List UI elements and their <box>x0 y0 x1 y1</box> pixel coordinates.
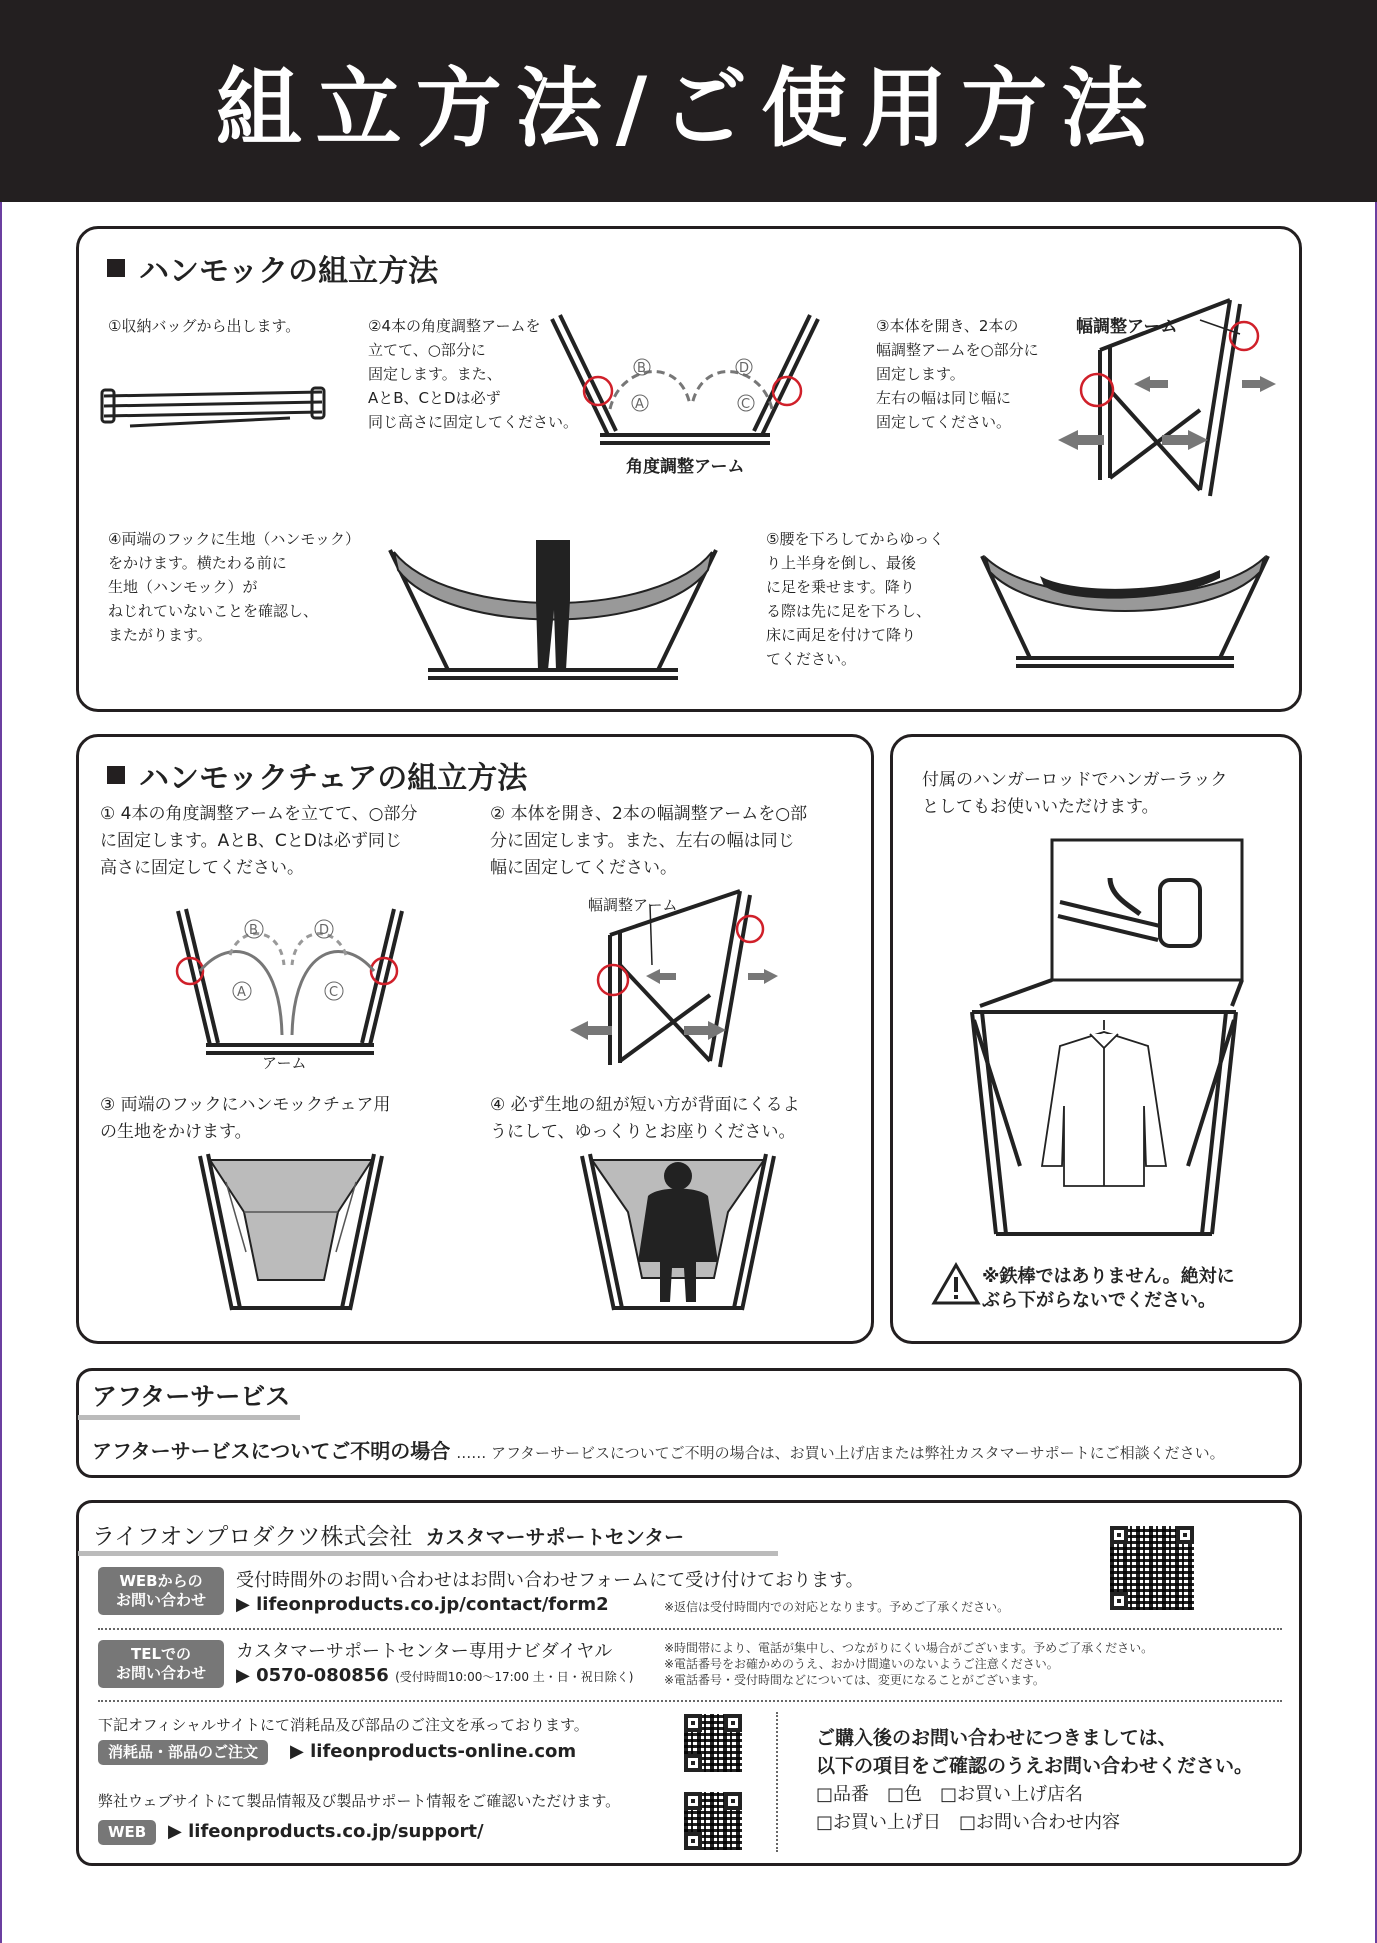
hanger-rack-text: 付属のハンガーロッドでハンガーラック としてもお使いいただけます。 <box>922 770 1228 817</box>
tel-hours: (受付時間10:00〜17:00 土・日・祝日除く) <box>395 1670 634 1684</box>
hammock-step4-text: ④両端のフックに生地（ハンモック） をかけます。横たわる前に 生地（ハンモック）が ねじれていないことを確認し、 またがります。 <box>108 530 360 644</box>
hammock-step1-text: ①収納バッグから出します。 <box>108 317 301 335</box>
angle-arm-diagram <box>540 305 830 455</box>
svg-text:D: D <box>319 923 330 938</box>
chair-sitting-illustration <box>578 1152 778 1317</box>
contact-form-link[interactable]: ▶ lifeonproducts.co.jp/contact/form2 <box>236 1594 609 1615</box>
svg-text:A: A <box>237 985 246 1000</box>
chair-arm-label: アーム <box>262 1054 307 1072</box>
width-arm-label: 幅調整アーム <box>1076 317 1178 337</box>
support-heading <box>92 1518 684 1551</box>
site-text: 弊社ウェブサイトにて製品情報及び製品サポート情報をご確認いただけます。 <box>98 1792 621 1810</box>
chair-step1-text: ① 4本の角度調整アームを立てて、○部分 に固定します。AとB、CとDは必ず同じ 高さに固定してください。 <box>100 804 418 878</box>
page-header <box>0 0 1377 202</box>
support-site-link[interactable]: ▶ lifeonproducts.co.jp/support/ <box>168 1821 484 1842</box>
hammock-lying-illustration <box>980 548 1270 668</box>
chair-step4-text: ④ 必ず生地の紐が短い方が背面にくるよ うにして、ゆっくりとお座りください。 <box>490 1095 800 1142</box>
width-arm-diagram <box>1050 290 1290 500</box>
hammock-title-text: ハンモックの組立方法 <box>139 254 439 289</box>
marker-b: B <box>637 361 646 376</box>
after-service-text: …… アフターサービスについてご不明の場合は、お買い上げ店または弊社カスタマーサポートにご相談ください。 <box>456 1444 1225 1462</box>
support-heading-underline <box>78 1551 778 1556</box>
angle-arm-label: 角度調整アーム <box>626 457 745 477</box>
tel-notes: ※時間帯により、電話が集中し、つながりにくい場合がございます。予めご了承ください。 ※電話番号をお確かめのうえ、おかけ間違いのないようご注意ください。 ※電話番号・受付時間などについては、変更になることがございます。 <box>664 1641 1154 1687</box>
divider <box>98 1700 1282 1702</box>
web-inquiry-text: 受付時間外のお問い合わせはお問い合わせフォームにて受け付けております。 <box>236 1570 864 1591</box>
qr-code-parts <box>684 1714 742 1772</box>
qr-code-support <box>684 1792 742 1850</box>
square-bullet-icon <box>107 259 125 277</box>
parts-order-badge: 消耗品・部品のご注文 <box>98 1740 268 1765</box>
hammock-section-title <box>107 246 438 290</box>
vertical-divider <box>776 1712 778 1852</box>
hammock-step2-text: ②4本の角度調整アームを 立てて、○部分に 固定します。また、 AとB、CとDは必ず 同じ高さに固定してください。 <box>368 317 579 431</box>
parts-order-link[interactable]: ▶ lifeonproducts-online.com <box>290 1741 577 1762</box>
chair-angle-arm-diagram <box>170 905 410 1065</box>
after-service-line <box>92 1435 1225 1464</box>
chair-width-arm-diagram <box>560 885 790 1075</box>
chair-title-text: ハンモックチェアの組立方法 <box>139 761 528 796</box>
hammock-hook-illustration <box>388 540 718 680</box>
svg-text:C: C <box>329 985 339 1000</box>
marker-c: C <box>741 397 751 412</box>
tel-number <box>236 1665 633 1686</box>
tel-inquiry-text: カスタマーサポートセンター専用ナビダイヤル <box>236 1641 613 1662</box>
page-title: 組立方法/ご使用方法 <box>215 59 1162 159</box>
parts-text: 下記オフィシャルサイトにて消耗品及び部品のご注文を承っております。 <box>98 1716 589 1734</box>
after-service-title: アフターサービス <box>92 1382 291 1411</box>
after-service-underline <box>78 1415 300 1420</box>
inquiry-checklist: □品番 □色 □お買い上げ店名 □お買い上げ日 □お問い合わせ内容 <box>816 1784 1121 1833</box>
page-edge-left <box>0 0 2 1943</box>
folded-hammock-illustration <box>100 380 330 440</box>
chair-step2-text: ② 本体を開き、2本の幅調整アームを○部 分に固定します。また、左右の幅は同じ 幅に固定してください。 <box>490 804 808 878</box>
svg-text:B: B <box>249 923 258 938</box>
warning-triangle-icon <box>932 1262 980 1306</box>
hanger-rack-illustration <box>960 836 1250 1246</box>
hammock-step5-text: ⑤腰を下ろしてからゆっく り上半身を倒し、最後 に足を乗せます。降り る際は先に足を下ろし、 床に両足を付けて降り てください。 <box>766 530 945 668</box>
site-web-badge: WEB <box>98 1820 156 1845</box>
qr-code-contact <box>1110 1526 1194 1610</box>
after-service-lead: アフターサービスについてご不明の場合 <box>92 1439 451 1463</box>
chair-section-title <box>107 753 527 797</box>
chair-fabric-illustration <box>196 1152 386 1317</box>
support-center-name: カスタマーサポートセンター <box>425 1525 685 1549</box>
chair-width-arm-label: 幅調整アーム <box>588 896 678 914</box>
web-inquiry-note: ※返信は受付時間内での対応となります。予めご了承ください。 <box>664 1600 1010 1614</box>
divider <box>98 1628 1282 1630</box>
marker-a: A <box>635 397 644 412</box>
inquiry-title: ご購入後のお問い合わせにつきましては、 以下の項目をご確認のうえお問い合わせください。 <box>816 1727 1254 1777</box>
web-inquiry-badge: WEBからの お問い合わせ <box>98 1567 224 1615</box>
marker-d: D <box>739 361 750 376</box>
square-bullet-icon <box>107 766 125 784</box>
tel-inquiry-badge: TELでの お問い合わせ <box>98 1640 224 1688</box>
chair-step3-text: ③ 両端のフックにハンモックチェア用 の生地をかけます。 <box>100 1095 391 1142</box>
hammock-step3-text: ③本体を開き、2本の 幅調整アームを○部分に 固定します。 左右の幅は同じ幅に 固定してください。 <box>876 317 1039 431</box>
company-name: ライフオンプロダクツ株式会社 <box>92 1524 413 1550</box>
hanger-warning-text: ※鉄棒ではありません。絶対に ぶら下がらないでください。 <box>982 1266 1235 1311</box>
tel-number-text: ▶ 0570-080856 <box>236 1665 389 1686</box>
